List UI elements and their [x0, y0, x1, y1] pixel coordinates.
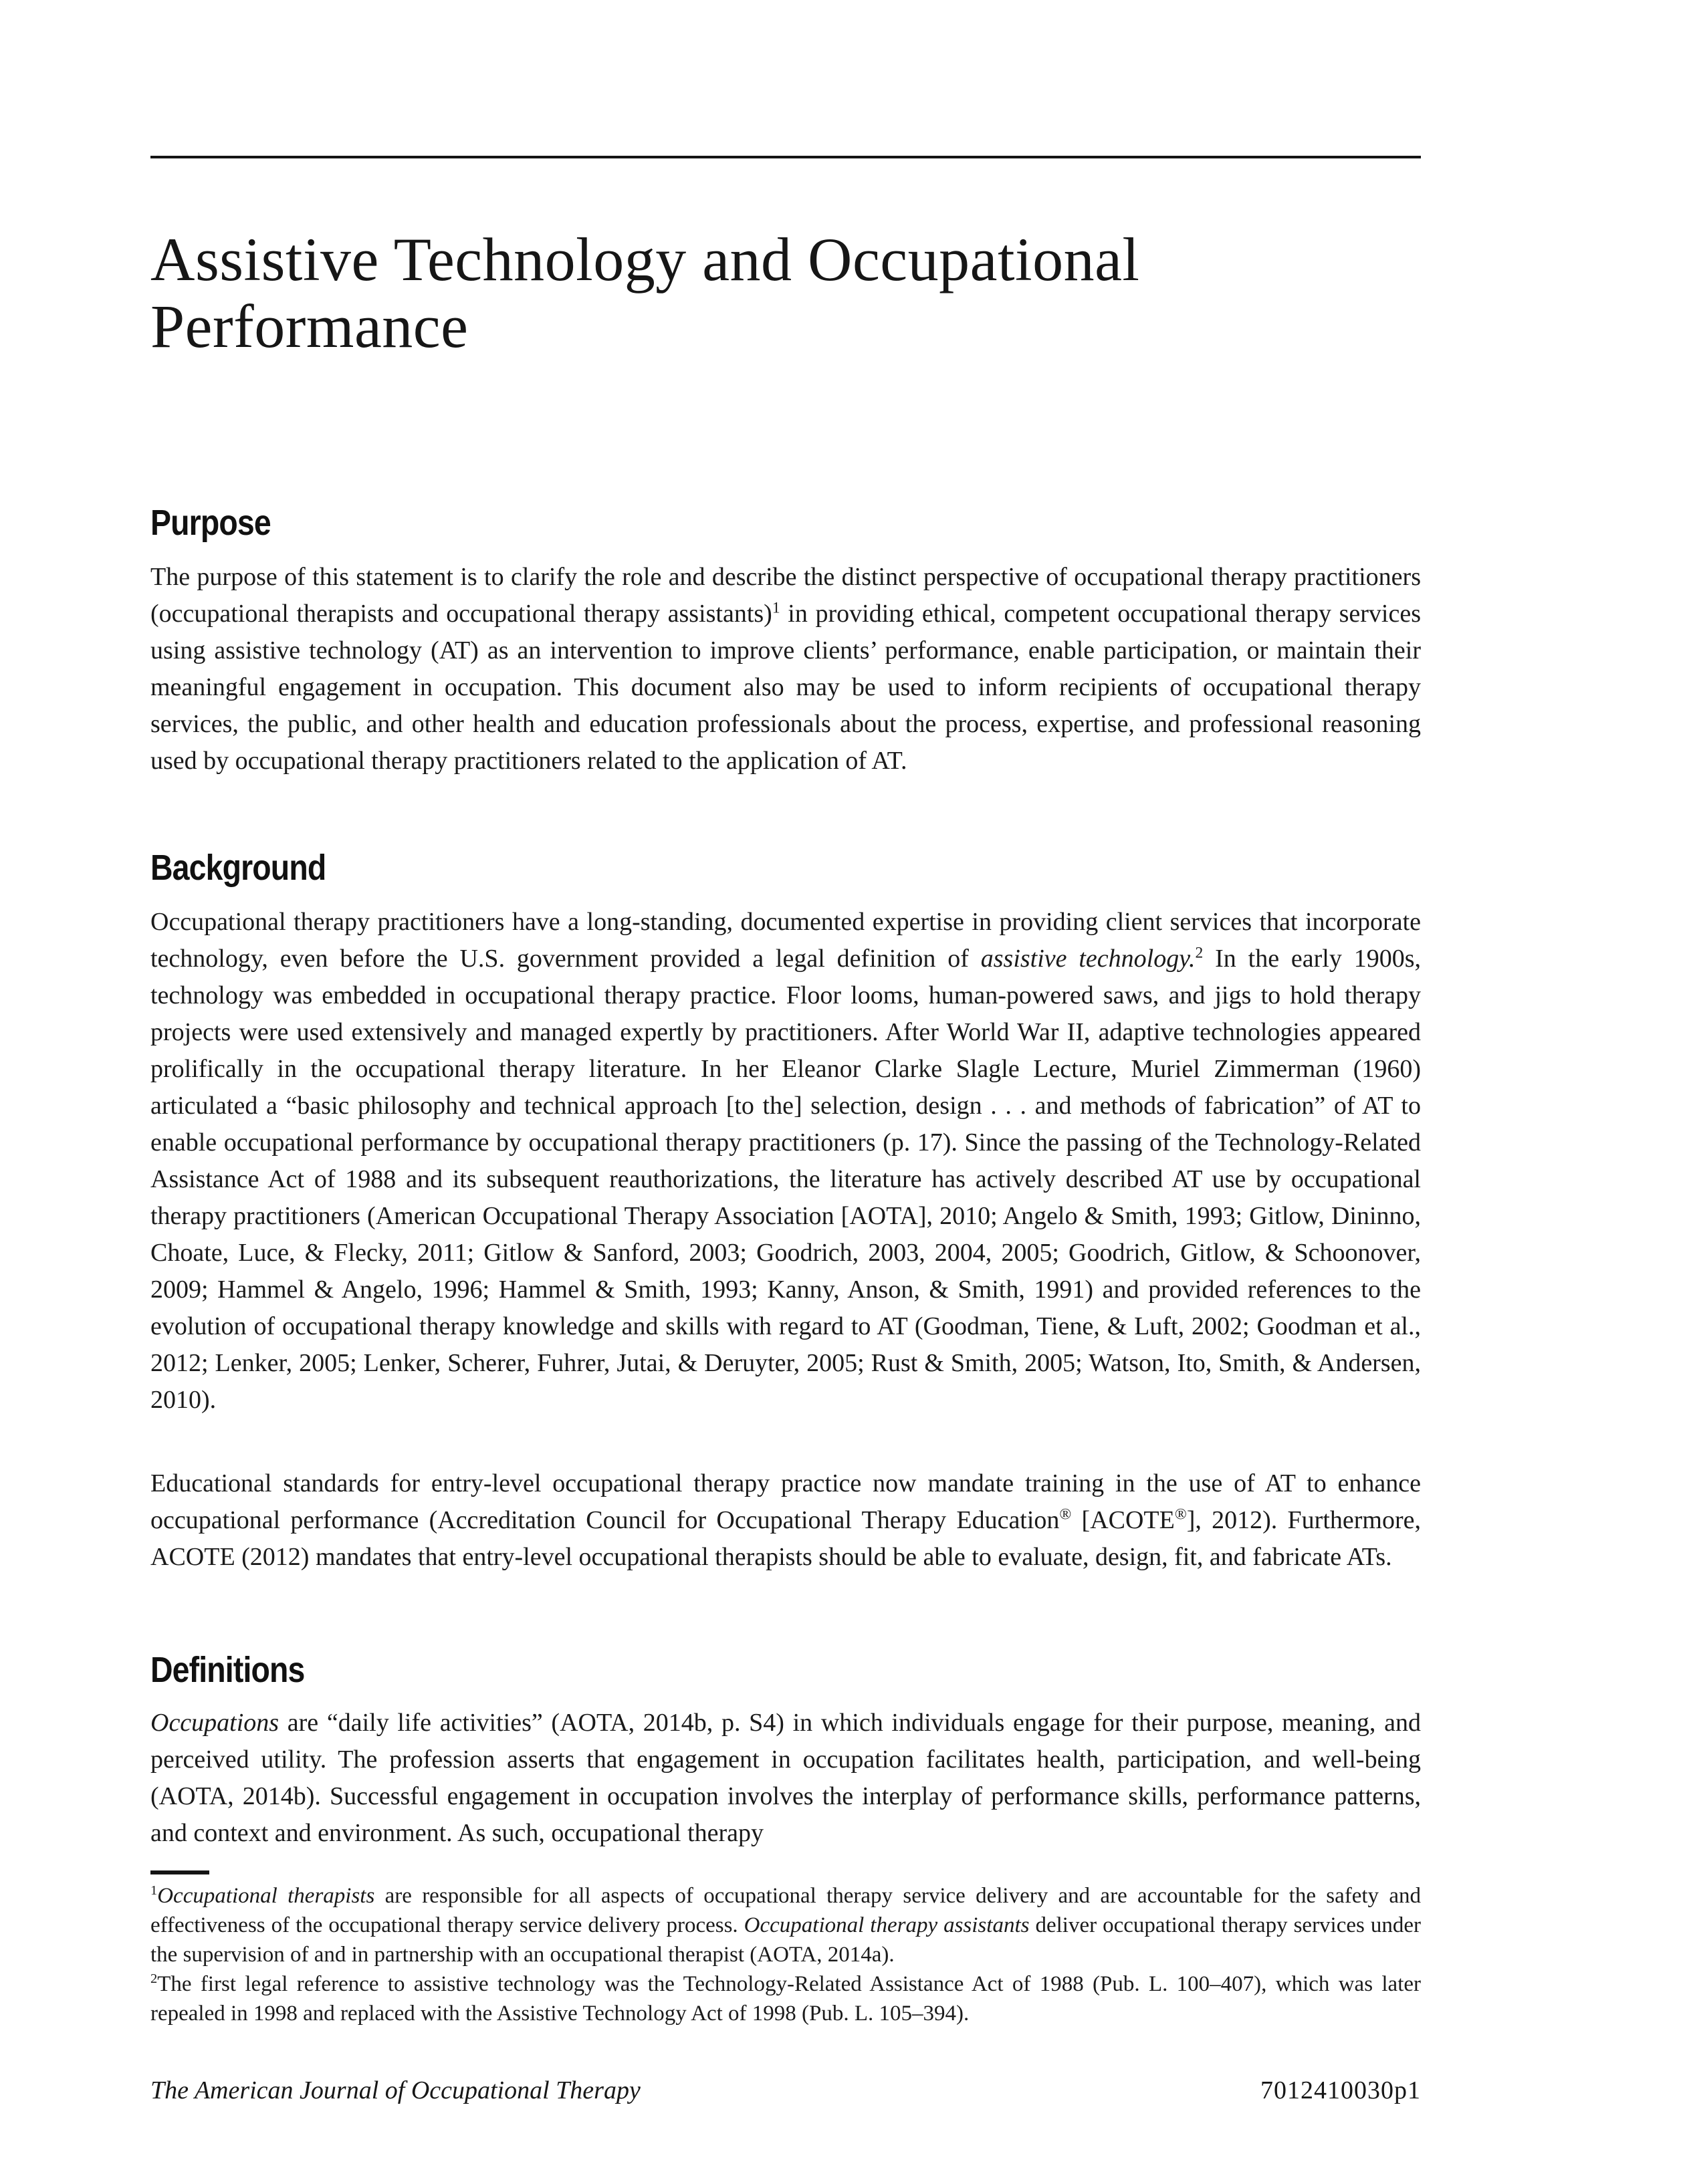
section-heading-definitions: Definitions: [150, 1650, 305, 1690]
footer-journal-name: The American Journal of Occupational Therapy: [150, 2076, 641, 2104]
footnote-divider: [150, 1870, 209, 1874]
definitions-paragraph: Occupations are “daily life activities” (AOTA, 2014b, p. S4) in which individuals engage for their purpose, meaning, and perceived utility. The profession asserts that engagement in occupation facilitates health, participation, and well-being (AOTA, 2014b). Successful engagement in occupation involves the interplay of performance skills, performance patterns, and context and environment. As such, occupational therapy: [150, 1709, 1421, 1847]
background-paragraph-2: Educational standards for entry-level occupational therapy practice now mandate training in the use of AT to enhance occupational performance (Accreditation Council for Occupational Therapy Education® [ACOTE®], 2012). Furthermore, ACOTE (2012) mandates that entry-level occupational therapists should be able to evaluate, design, fit, and fabricate ATs.: [150, 1469, 1421, 1571]
section-heading-background: Background: [150, 848, 326, 888]
article-title: Assistive Technology and Occupational Performance: [150, 225, 1140, 360]
footnote-2: $^2$The first legal reference to assistive technology was the Technology-Related Assistance Act of 1988 (Pub. L. 100–407), which was later repealed in 1998 and replaced with the Assistive Technology Act of 1998 (Pub. L. 105–394).: [150, 1971, 1421, 2026]
background-paragraph-1: Occupational therapy practitioners have a long-standing, documented expertise in providing client services that incorporate technology, even before the U.S. government provided a legal definition of assistive technology.$^2$ In the early 1900s, technology was embedded in occupational therapy practice. Floor looms, human-powered saws, and jigs to hold therapy projects were used extensively and managed expertly by practitioners. After World War II, adaptive technologies appeared prolifically in the occupational therapy literature. In her Eleanor Clarke Slagle Lecture, Muriel Zimmerman (1960) articulated a “basic philosophy and technical approach [to the] selection, design . . . and methods of fabrication” of AT to enable occupational performance by occupational therapy practitioners (p. 17). Since the passing of the Technology-Related Assistance Act of 1988 and its subsequent reauthorizations, the literature has actively described AT use by occupational therapy practitioners (American Occupational Therapy Association [AOTA], 2010; Angelo & Smith, 1993; Gitlow, Dininno, Choate, Luce, & Flecky, 2011; Gitlow & Sanford, 2003; Goodrich, 2003, 2004, 2005; Goodrich, Gitlow, & Schoonover, 2009; Hammel & Angelo, 1996; Hammel & Smith, 1993; Kanny, Anson, & Smith, 1991) and provided references to the evolution of occupational therapy knowledge and skills with regard to AT (Goodman, Tiene, & Luft, 2002; Goodman et al., 2012; Lenker, 2005; Lenker, Scherer, Fuhrer, Jutai, & Deruyter, 2005; Rust & Smith, 2005; Watson, Ito, Smith, & Andersen, 2010).: [150, 908, 1422, 1414]
section-heading-purpose: Purpose: [150, 503, 271, 543]
page-footer: [150, 2075, 1421, 2106]
footnotes: [150, 1881, 1421, 2028]
header-rule: [150, 156, 1421, 158]
purpose-paragraph: The purpose of this statement is to clarify the role and describe the distinct perspective of occupational therapy practitioners (occupational therapists and occupational therapy assistants)$^1$ in providing ethical, competent occupational therapy services using assistive technology (AT) as an intervention to improve clients’ performance, enable participation, or maintain their meaningful engagement in occupation. This document also may be used to inform recipients of occupational therapy services, the public, and other health and education professionals about the process, expertise, and professional reasoning used by occupational therapy practitioners related to the application of AT.: [150, 563, 1422, 775]
footnote-1: $^1$Occupational therapists are responsible for all aspects of occupational therapy service delivery and are accountable for the safety and effectiveness of the occupational therapy service delivery process. Occupational therapy assistants deliver occupational therapy services under the supervision of and in partnership with an occupational therapist (AOTA, 2014a).: [150, 1883, 1421, 1967]
footer-page-number: 7012410030p1: [1260, 2076, 1421, 2104]
